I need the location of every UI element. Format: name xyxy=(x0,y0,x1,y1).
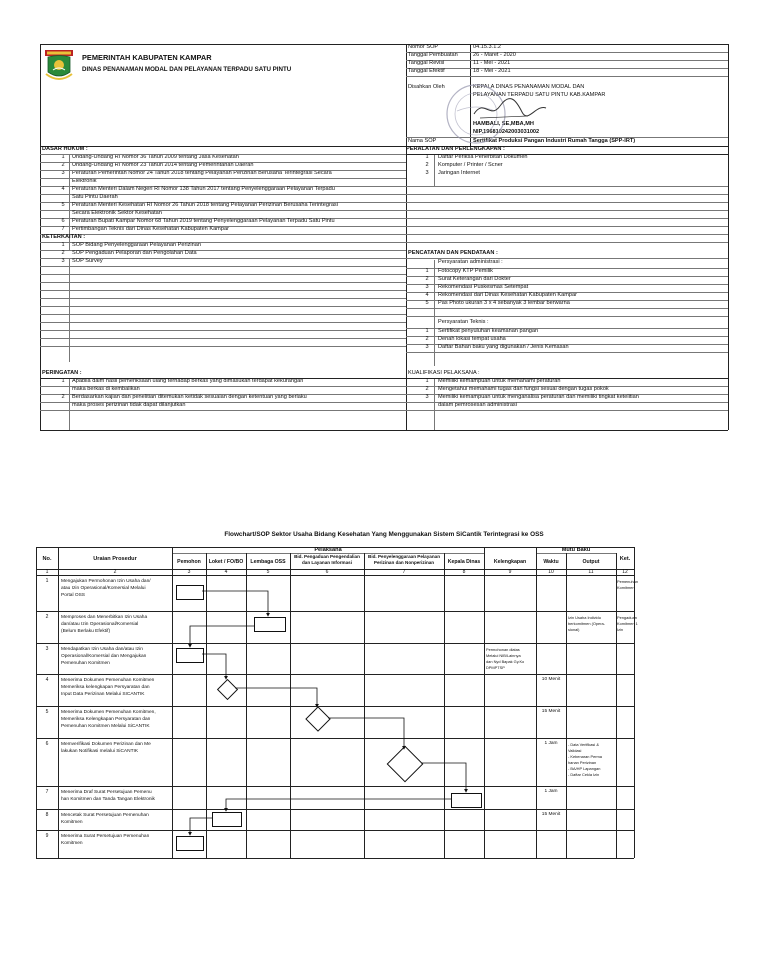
item-text: Daftar Bahan baku yang digunakan / Jenis Kemasan xyxy=(438,344,569,350)
item-text: maka berkas di kembalikan xyxy=(72,386,140,392)
step-description: dan/atau Izin Operasional/Komersial xyxy=(61,622,139,627)
step-description: Mendapatkan Izin Usaha dan/atau Izin xyxy=(61,647,143,652)
official-name: HAMBALI, SE,MBA,MH xyxy=(473,121,534,127)
item-number: 2 xyxy=(425,276,429,282)
item-text: Komputer / Printer / Scner xyxy=(438,162,503,168)
item-number: 6 xyxy=(61,218,65,224)
meta-label: Tanggal Pembuatan xyxy=(408,52,458,58)
flow-arrow xyxy=(235,688,317,707)
step-description: Mengajukan Permohonan Izin Usaha dan/ xyxy=(61,579,151,584)
item-number: 3 xyxy=(425,394,429,400)
item-number: 2 xyxy=(61,394,65,400)
section-title: KUALIFIKASI PELAKSANA : xyxy=(408,370,480,376)
step-description: Operasional/Komersial dan Mengajukan xyxy=(61,654,147,659)
item-text: Satu Pintu Daerah xyxy=(72,194,118,200)
item-text: Peraturan Bupati Kampar Nomor 68 Tahun 2019 tentang Penyelenggaraan Pelayanan Terpadu Satu Pintu xyxy=(72,218,335,224)
output-text: hanan Perizinan xyxy=(568,760,597,765)
item-text: SOP Pengaduan Pelaporan dan Pengolahan Data xyxy=(72,250,197,256)
ket-text: Komitmen 1 xyxy=(617,621,638,626)
output-text: - Kebenaran Perma xyxy=(568,754,602,759)
step-description: Input Data Perizinan Melalui SICANTIK xyxy=(61,692,145,697)
step-number: 7 xyxy=(45,789,49,795)
meta-value: 04.15.3.1.2 xyxy=(473,44,501,50)
column-number: 8 xyxy=(462,569,466,575)
column-number: 4 xyxy=(224,569,228,575)
official-nip: NIP.196810242003031002 xyxy=(473,129,540,135)
column-header: Output xyxy=(582,559,600,565)
header-mutu-baku: Mutu Baku xyxy=(561,547,591,553)
item-text: Peraturan Menteri Kesehatan RI Nomor 26 Tahun 2018 tentang Pelayanan Perizinan Berusaha Terintegrasi xyxy=(72,202,338,208)
kelengkapan-text: Melalui NIB/Lainnya xyxy=(486,653,521,658)
item-text: Apabila dalm hasil pemeriksaan ulang terhadap berkas yang dimasukan terdapat kekurangan xyxy=(72,378,304,384)
item-number: 4 xyxy=(425,292,429,298)
step-number: 1 xyxy=(45,578,49,584)
flow-arrow xyxy=(421,763,466,792)
admin-title: Persyaratan administrasi : xyxy=(438,259,503,265)
output-text: berkomitmen (Opera- xyxy=(568,621,605,626)
item-text: Surat Keterangan dari Dokter xyxy=(438,276,511,282)
item-text: Mengetahui memahami tugas dan fungsi sesuai dengan tugas pokok xyxy=(438,386,609,392)
column-header: Bid. Pengaduan Pengendalian dan Layanan Informasi xyxy=(294,554,360,565)
item-number: 2 xyxy=(425,162,429,168)
step-number: 9 xyxy=(45,833,49,839)
item-text: Peraturan Menteri Dalam Negeri RI Nomor 138 Tahun 2017 tentang Penyelenggaraan Pelayanan Terpadu xyxy=(72,186,335,192)
waktu-value: 10 Menit xyxy=(541,677,561,682)
output-text: - Data Verifikasi & xyxy=(568,742,599,747)
flow-arrow xyxy=(226,799,451,811)
item-number: 1 xyxy=(425,328,429,334)
column-header: Loket / FO/BO xyxy=(208,559,244,565)
item-text: Pertimbangan Teknis dari Dinas Kesehatan Kabupaten Kampar xyxy=(72,226,229,232)
waktu-value: 15 Menit xyxy=(541,812,561,817)
item-text: SOP Bidang Penyelenggaraan Pelayanan Perizinan xyxy=(72,242,201,248)
ket-text: Pengaduan xyxy=(617,615,637,620)
header-pelaksana: Pelaksana xyxy=(314,547,342,553)
step-description: Memproses dan Menerbitkan Izin Usaha xyxy=(61,615,148,620)
waktu-value: 15 Menit xyxy=(541,709,561,714)
item-text: Fotocopy KTP Pemilik xyxy=(438,268,493,274)
item-text: Rekomendasi Puskesmas Setempat xyxy=(438,284,529,290)
flow-arrow xyxy=(328,718,404,749)
meta-label: Tanggal Efektif xyxy=(408,68,445,74)
flowchart-title: Flowchart/SOP Sektor Usaha Bidang Kesehatan Yang Menggunakan Sistem SiCantik Terintegrasi ke OSS xyxy=(224,531,544,538)
output-text: Validasi xyxy=(568,748,582,753)
ket-text: Pemenuhan xyxy=(617,579,638,584)
step-description: Portal OSS xyxy=(61,593,85,598)
item-number: 2 xyxy=(425,336,429,342)
column-number: 9 xyxy=(508,569,512,575)
column-number: 11 xyxy=(588,569,594,575)
step-number: 4 xyxy=(45,677,49,683)
step-description: Memeriksa kelengkapan Persyaratan dan xyxy=(61,685,150,690)
item-number: 5 xyxy=(425,300,429,306)
output-text: Izin Usaha Individu xyxy=(568,615,601,620)
meta-label: Nomor SOP xyxy=(408,44,439,50)
waktu-value: 1 Jam xyxy=(544,741,558,746)
ket-text: Izin xyxy=(617,627,624,632)
nama-sop-value: Sertifikat Produksi Pangan Industri Rumah Tangga (SPP-IRT) xyxy=(473,138,636,144)
column-number: 2 xyxy=(113,569,117,575)
step-description: Komitmen xyxy=(61,841,83,846)
step-description: Menerima Dokumen Pemenuhan Komitmen, xyxy=(61,710,156,715)
item-number: 3 xyxy=(61,258,65,264)
step-description: Menerima Draf Surat Persetujuan Pemenu xyxy=(61,790,152,795)
kelengkapan-text: DPMPTSP xyxy=(486,665,505,670)
step-description: Menerima Dokumen Pemenuhan Komitmen xyxy=(61,678,155,683)
item-text: Sertifikat penyuluhan keamanan pangan xyxy=(438,328,539,334)
section-title: PENCATATAN DAN PENDATAAN : xyxy=(408,250,498,256)
header-no: No. xyxy=(42,556,52,562)
step-description: (Belum Berlaku Efektif) xyxy=(61,629,111,634)
disahkan-title: KEPALA DINAS PENANAMAN MODAL DAN xyxy=(473,84,585,90)
teknis-title: Persyaratan Teknis : xyxy=(438,319,489,325)
step-description: Memverifikasi Dokumen Perizinan dan Me xyxy=(61,742,151,747)
item-text: Secara Elektronik Sektor Kesehatan xyxy=(72,210,162,216)
item-number: 3 xyxy=(425,170,429,176)
item-text: Undang-Undang RI Nomor 36 Tahun 2009 tentang Jasa Kesehatan xyxy=(72,154,239,160)
column-number: 6 xyxy=(325,569,329,575)
waktu-value: 1 Jam xyxy=(544,789,558,794)
step-number: 3 xyxy=(45,646,49,652)
item-text: Denah lokasi tempat usaha xyxy=(438,336,506,342)
item-number: 1 xyxy=(61,378,65,384)
step-description: Komitmen xyxy=(61,820,83,825)
header-ket: Ket. xyxy=(619,556,631,562)
item-text: SOP Survey xyxy=(72,258,103,264)
step-number: 2 xyxy=(45,614,49,620)
meta-value: 18 - Mei - 2021 xyxy=(473,68,511,74)
disahkan-label: Disahkan Oleh xyxy=(408,84,445,90)
section-title: KETERKAITAN : xyxy=(42,234,86,240)
item-text: Daftar Periksa Penerbitan Dokumen xyxy=(438,154,528,160)
item-text: Elektronik xyxy=(72,178,97,184)
column-header: Lembaga OSS xyxy=(250,559,286,565)
column-header: Kelengkapan xyxy=(493,559,527,565)
kelengkapan-text: Permohonan diatas xyxy=(486,647,520,652)
item-number: 3 xyxy=(61,170,65,176)
step-description: atau Izin Operasional/Komersial Melalui xyxy=(61,586,146,591)
step-description: han Komitmen dan Tanda Tangan Elektronik xyxy=(61,797,155,802)
nama-sop-label: Nama SOP xyxy=(408,138,437,144)
column-header: Pemohon xyxy=(177,559,201,565)
output-text: sional) xyxy=(568,627,580,632)
column-header: Bid. Penyelenggaraan Pelayanan Perizinan dan Nonperizinan xyxy=(368,554,440,565)
disahkan-title: PELAYANAN TERPADU SATU PINTU KAB.KAMPAR xyxy=(473,92,606,98)
step-description: Pemenuhan Komitmen Melalui SiCANTIK xyxy=(61,724,150,729)
item-text: Pas Photo ukuran 3 x 4 sebanyak 3 lembar berwarna xyxy=(438,300,570,306)
section-title: DASAR HUKUM : xyxy=(42,146,88,152)
agency-name: DINAS PENANAMAN MODAL DAN PELAYANAN TERPADU SATU PINTU xyxy=(82,66,292,73)
item-text: Jaringan Internet xyxy=(438,170,480,176)
meta-value: 11 - Mei - 2021 xyxy=(473,60,511,66)
item-number: 1 xyxy=(61,242,65,248)
item-text: Berdasarkan kajian dan penelitian ditemukan ketidak sesuaian dengan ketentuan yang berlaku xyxy=(72,394,307,400)
item-number: 4 xyxy=(61,186,65,192)
item-number: 3 xyxy=(425,284,429,290)
column-header: Kepala Dinas xyxy=(447,559,481,565)
column-number: 12 xyxy=(622,569,628,575)
step-description: Memeriksa Kelengkapan Persyaratan dan xyxy=(61,717,151,722)
section-title: PERINGATAN : xyxy=(42,370,82,376)
item-number: 3 xyxy=(425,344,429,350)
column-number: 1 xyxy=(45,569,49,575)
column-number: 10 xyxy=(548,569,554,575)
item-text: Peraturan Pemerintah Nomor 24 Tahun 2018 tentang Pelayanan Perizinan Berusaha Terintegrasi Secara xyxy=(72,170,332,176)
item-text: dalam pemrosesan administrasi xyxy=(438,402,517,408)
meta-value: 26 - Maret - 2020 xyxy=(473,52,516,58)
item-text: Memiliki kemampuan untuk memahami peraturan xyxy=(438,378,561,384)
item-number: 7 xyxy=(61,226,65,232)
item-number: 2 xyxy=(61,250,65,256)
step-number: 5 xyxy=(45,709,49,715)
item-number: 1 xyxy=(425,378,429,384)
header-uraian: Uraian Prosedur xyxy=(93,556,137,562)
step-description: Mencetak Surat Persetujuan Pemenuhan xyxy=(61,813,149,818)
output-text: - Daftar Cekla Izin xyxy=(568,772,600,777)
step-description: lakukan Notifikasi melalui SiCANTIK xyxy=(61,749,139,754)
item-number: 1 xyxy=(425,154,429,160)
step-description: Menerima Surat Persetujuan Pemenuhan xyxy=(61,834,150,839)
column-header: Waktu xyxy=(543,559,559,565)
step-description: Pemenuhan Komitmen xyxy=(61,661,110,666)
item-text: maka proses perizinan tidak dapat dilanjutkan xyxy=(72,402,186,408)
item-text: Memiliki kemampuan untuk menganalisa peraturan dan memiliki tingkat ketelitian xyxy=(438,394,639,400)
item-text: Undang-Undang RI Nomor 23 Tahun 2014 tentang Pemerintahan Daerah xyxy=(72,162,254,168)
item-number: 2 xyxy=(61,162,65,168)
item-number: 1 xyxy=(61,154,65,160)
step-number: 8 xyxy=(45,812,49,818)
step-number: 6 xyxy=(45,741,49,747)
column-number: 7 xyxy=(402,569,406,575)
kelengkapan-text: dan Nyd Bapak Gy.Ko xyxy=(486,659,525,664)
item-number: 5 xyxy=(61,202,65,208)
flow-arrow xyxy=(202,654,226,679)
column-number: 3 xyxy=(187,569,191,575)
ket-text: Komitmen xyxy=(617,585,635,590)
gov-name: PEMERINTAH KABUPATEN KAMPAR xyxy=(82,53,212,62)
item-number: 2 xyxy=(425,386,429,392)
flow-arrow xyxy=(190,818,212,835)
flow-arrow xyxy=(202,591,268,616)
output-text: - BA/HP Lapangan xyxy=(568,766,601,771)
meta-label: Tanggal Revisi xyxy=(408,60,445,66)
item-number: 1 xyxy=(425,268,429,274)
column-number: 5 xyxy=(266,569,270,575)
flow-arrow xyxy=(190,626,254,647)
section-title: PERALATAN DAN PERLENGKAPAN : xyxy=(406,146,505,152)
item-text: Rekomendasi dari Dinas Kesehatan Kabupaten Kampar xyxy=(438,292,577,298)
